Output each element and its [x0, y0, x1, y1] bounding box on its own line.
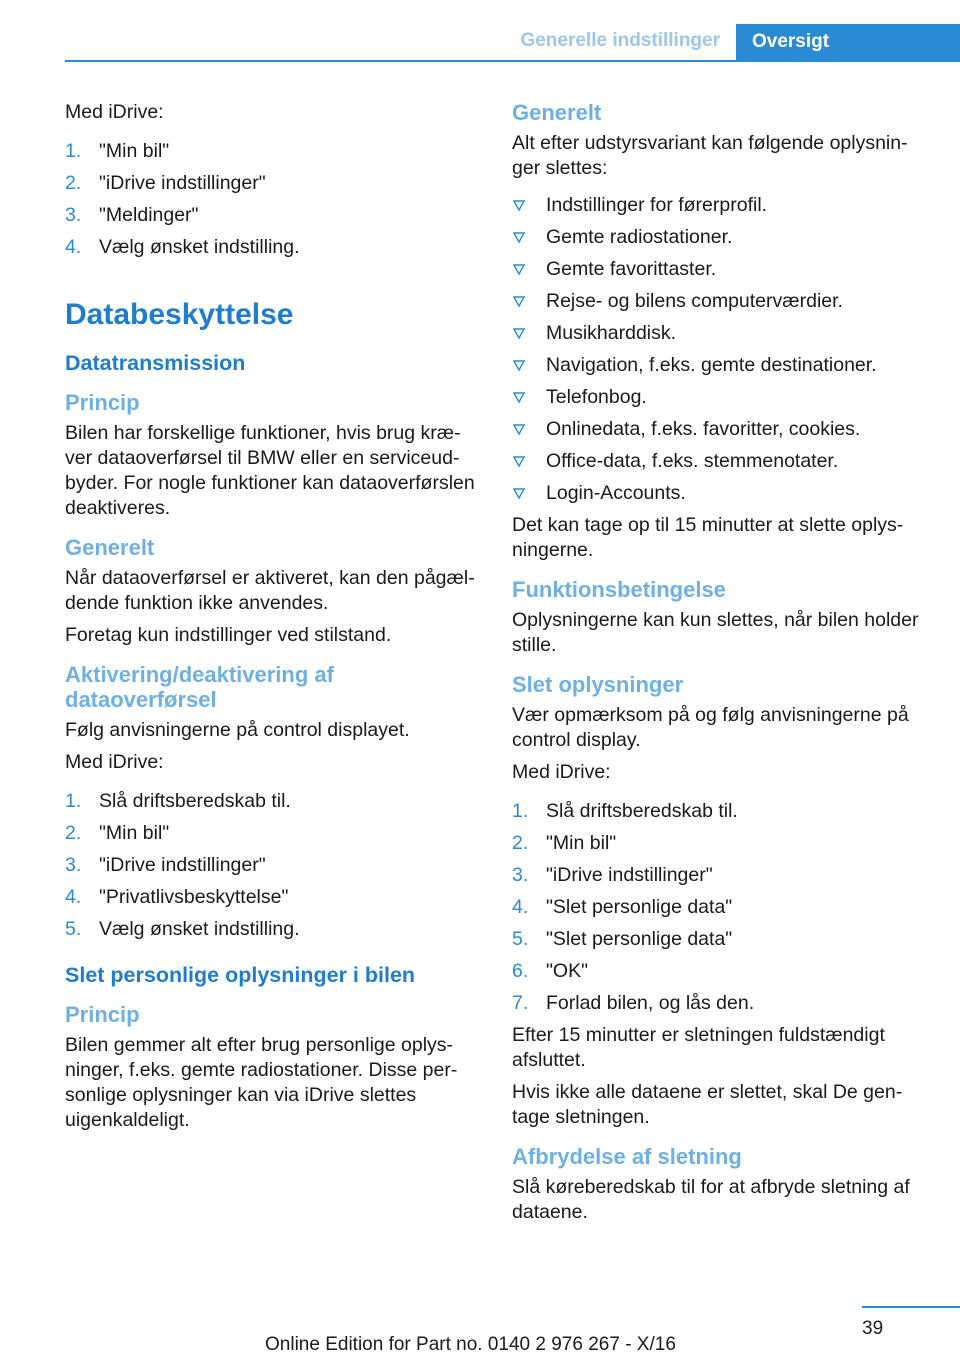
header-rule [65, 60, 960, 62]
afbrydelse-text: Slå køreberedskab til for at afbryde sletning af dataene. [512, 1176, 910, 1223]
bullet-item [512, 353, 927, 378]
bullet-item [512, 321, 927, 346]
step-text: "OK" [546, 960, 589, 982]
funktionsbetingelse-text: Oplysningerne kan kun slettes, når bilen holder stille. [512, 609, 919, 656]
step-text: "Slet personlige data" [546, 928, 733, 950]
bullet-item [512, 289, 927, 314]
bullet-item [512, 449, 927, 474]
edition-text: Online Edition for Part no. 0140 2 976 267 - X/16 [265, 1334, 676, 1355]
bullet-text: Rejse- og bilens computerværdier. [546, 290, 843, 312]
triangle-bullet-icon [512, 257, 528, 282]
step-text: "Slet personlige data" [546, 896, 733, 918]
bullet-item [512, 417, 927, 442]
heading-afbrydelse: Afbrydelse af sletning [512, 1144, 742, 1169]
bullet-text: Indstillinger for førerprofil. [546, 194, 768, 216]
step-text: Vælg ønsket indstilling. [99, 236, 300, 258]
triangle-bullet-icon [512, 289, 528, 314]
generelt-left-text-2: Foretag kun indstillinger ved stilstand. [65, 624, 392, 646]
step-number: 5. [65, 918, 82, 940]
heading-generelt-left: Generelt [65, 535, 155, 560]
triangle-bullet-icon [512, 417, 528, 442]
page-header [65, 0, 960, 62]
bullet-text: Musikharddisk. [546, 322, 677, 344]
slet-oplysninger-text: Vær opmærksom på og følg anvisningerne på control display. [512, 704, 909, 751]
step-number: 7. [512, 992, 529, 1014]
step-text: "Min bil" [99, 822, 170, 844]
step-item [512, 831, 927, 856]
aktivering-text: Følg anvisningerne på control displayet. [65, 719, 410, 741]
step-text: Slå driftsberedskab til. [99, 790, 291, 812]
triangle-bullet-icon [512, 225, 528, 250]
footer-rule [862, 1306, 960, 1308]
heading-princip-2: Princip [65, 1002, 140, 1027]
bullet-text: Gemte favorittaster. [546, 258, 717, 280]
step-text: "iDrive indstillinger" [546, 864, 713, 886]
triangle-bullet-icon [512, 449, 528, 474]
step-text: "Min bil" [99, 140, 170, 162]
princip-2-text: Bilen gemmer alt efter brug personlige oplysninger, f.eks. gemte radiostationer. Disse personlige oplysninger kan via iDrive slettes uigenkaldeligt. [65, 1034, 458, 1131]
header-tab [736, 24, 960, 61]
step-item [512, 799, 927, 824]
step-text: Forlad bilen, og lås den. [546, 992, 755, 1014]
header-section-title: Generelle indstillinger [520, 30, 720, 51]
step-number: 2. [65, 822, 82, 844]
step-item [65, 885, 480, 910]
generelt-right-text: Alt efter udstyrsvariant kan følgende oplysninger slettes: [512, 132, 908, 179]
after-text-2: Hvis ikke alle dataene er slettet, skal De gentage sletningen. [512, 1081, 903, 1128]
heading-slet-personlige: Slet personlige oplysninger i bilen [65, 963, 416, 987]
step-item [512, 863, 927, 888]
page-number: 39 [862, 1318, 884, 1339]
step-text: Vælg ønsket indstilling. [99, 918, 300, 940]
step-number: 3. [512, 864, 529, 886]
heading-slet-oplysninger: Slet oplysninger [512, 672, 684, 697]
step-number: 4. [512, 896, 529, 918]
duration-text: Det kan tage op til 15 minutter at slette oplysningerne. [512, 514, 904, 561]
bullet-item [512, 257, 927, 282]
step-item [512, 991, 927, 1016]
triangle-bullet-icon [512, 321, 528, 346]
heading-databeskyttelse: Databeskyttelse [65, 298, 294, 331]
bullet-text: Navigation, f.eks. gemte destinationer. [546, 354, 877, 376]
step-number: 1. [65, 790, 82, 812]
step-number: 4. [65, 886, 82, 908]
bullet-text: Office-data, f.eks. stemmenotater. [546, 450, 839, 472]
step-number: 3. [65, 854, 82, 876]
step-number: 1. [65, 140, 82, 162]
step-item [65, 203, 480, 228]
bullet-item [512, 193, 927, 218]
step-text: "iDrive indstillinger" [99, 854, 266, 876]
triangle-bullet-icon [512, 385, 528, 410]
step-text: "Min bil" [546, 832, 617, 854]
generelt-left-text-1: Når dataoverførsel er aktiveret, kan den pågældende funktion ikke anvendes. [65, 567, 475, 614]
right-column [512, 100, 927, 1232]
triangle-bullet-icon [512, 353, 528, 378]
bullet-item [512, 225, 927, 250]
steps-list-1 [65, 139, 480, 260]
heading-generelt-right: Generelt [512, 100, 602, 125]
step-number: 4. [65, 236, 82, 258]
heading-princip-1: Princip [65, 390, 140, 415]
step-item [65, 235, 480, 260]
left-column [65, 100, 480, 1140]
step-item [512, 959, 927, 984]
bullet-item [512, 481, 927, 506]
step-number: 5. [512, 928, 529, 950]
heading-funktionsbetingelse: Funktionsbetingelse [512, 577, 726, 602]
step-item [512, 927, 927, 952]
step-item [65, 139, 480, 164]
step-text: "iDrive indstillinger" [99, 172, 266, 194]
step-item [512, 895, 927, 920]
step-item [65, 853, 480, 878]
step-number: 2. [65, 172, 82, 194]
bullet-text: Login-Accounts. [546, 482, 686, 504]
step-text: "Meldinger" [99, 204, 199, 226]
triangle-bullet-icon [512, 481, 528, 506]
bullet-item [512, 385, 927, 410]
steps-list-2 [65, 789, 480, 942]
step-text: Slå driftsberedskab til. [546, 800, 738, 822]
step-text: "Privatlivsbeskyttelse" [99, 886, 289, 908]
triangle-bullet-icon [512, 193, 528, 218]
after-text-1: Efter 15 minutter er sletningen fuldstændigt afsluttet. [512, 1024, 885, 1071]
data-bullet-list [512, 193, 927, 506]
bullet-text: Onlinedata, f.eks. favoritter, cookies. [546, 418, 861, 440]
princip-1-text: Bilen har forskellige funktioner, hvis brug kræver dataoverførsel til BMW eller en serviceudbyder. For nogle funktioner kan dataoverførslen deaktiveres. [65, 422, 475, 519]
slet-oplysninger-intro: Med iDrive: [512, 761, 611, 783]
step-number: 1. [512, 800, 529, 822]
step-item [65, 789, 480, 814]
heading-aktivering: Aktivering/deaktivering af dataoverførsel [65, 662, 334, 712]
step-item [65, 171, 480, 196]
bullet-text: Gemte radiostationer. [546, 226, 733, 248]
header-tab-label: Oversigt [752, 31, 830, 52]
step-number: 2. [512, 832, 529, 854]
steps-list-3 [512, 799, 927, 1016]
intro-text: Med iDrive: [65, 101, 164, 123]
bullet-text: Telefonbog. [546, 386, 647, 408]
step-item [65, 821, 480, 846]
aktivering-intro: Med iDrive: [65, 751, 164, 773]
step-item [65, 917, 480, 942]
step-number: 3. [65, 204, 82, 226]
step-number: 6. [512, 960, 529, 982]
heading-datatransmission: Datatransmission [65, 351, 246, 375]
